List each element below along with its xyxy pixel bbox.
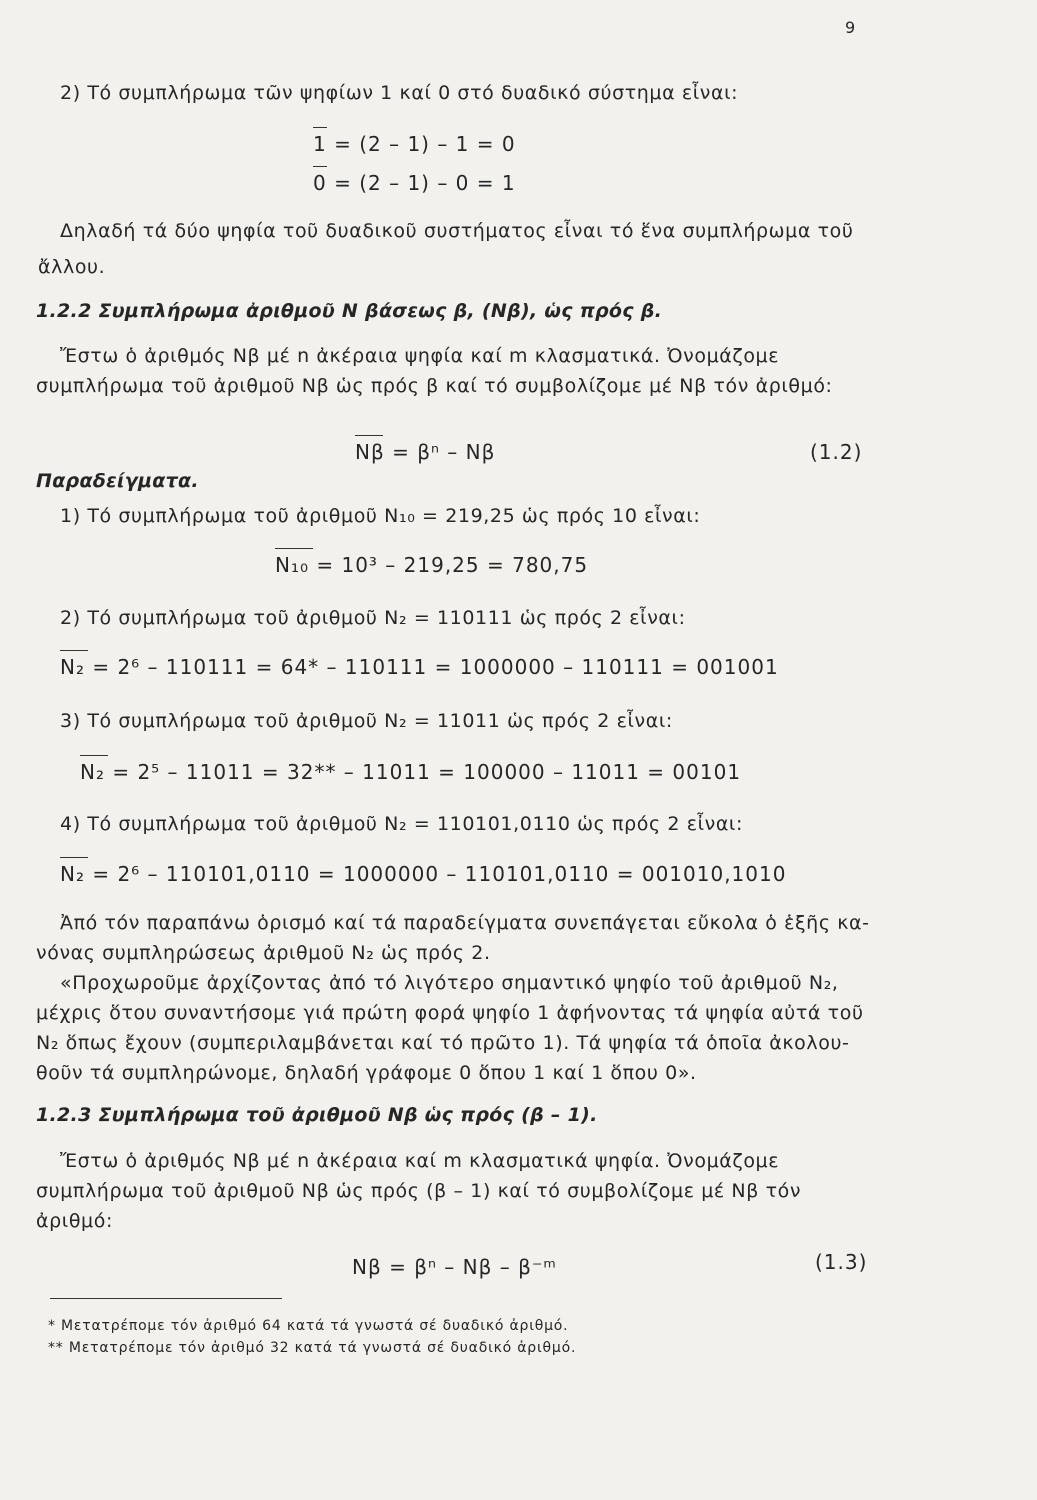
formula-number-1-2: (1.2) (810, 440, 863, 464)
paragraph-line: Ἀπό τόν παραπάνω ὁρισμό καί τά παραδείγματα συνεπάγεται εὔκολα ὁ ἑξῆς κα- (60, 912, 870, 934)
example-2-equation: N₂ = 2⁶ – 110111 = 64* – 110111 = 1000000 – 110111 = 001001 (60, 655, 779, 679)
overline-mark (313, 166, 327, 167)
paragraph-line: ἀριθμό: (36, 1210, 113, 1232)
paragraph-line: ἄλλου. (38, 256, 106, 278)
section-heading-1-2-2: 1.2.2 Συμπλήρωμα ἀριθμοῦ N βάσεως β, (Nβ), ὡς πρός β. (36, 300, 663, 322)
example-4-text: 4) Τό συμπλήρωμα τοῦ ἀριθμοῦ N₂ = 110101,0110 ὡς πρός 2 εἶναι: (60, 813, 743, 835)
paragraph-line: μέχρις ὅτου συναντήσομε γιά πρώτη φορά ψηφίο 1 ἀφήνοντας τά ψηφία αὐτά τοῦ (36, 1002, 864, 1024)
paragraph-line: «Προχωροῦμε ἀρχίζοντας ἀπό τό λιγότερο σημαντικό ψηφίο τοῦ ἀριθμοῦ N₂, (60, 972, 839, 994)
paragraph-line: Ἔστω ὁ ἀριθμός Nβ μέ n ἀκέραια καί m κλασματικά ψηφία. Ὀνομάζομε (60, 1150, 780, 1172)
footnote-1: * Μετατρέπομε τόν ἀριθμό 64 κατά τά γνωστά σέ δυαδικό ἀριθμό. (48, 1318, 569, 1334)
overline-mark (80, 755, 108, 756)
paragraph-line: Δηλαδή τά δύο ψηφία τοῦ δυαδικοῦ συστήματος εἶναι τό ἕνα συμπλήρωμα τοῦ (60, 220, 854, 242)
section-heading-1-2-3: 1.2.3 Συμπλήρωμα τοῦ ἀριθμοῦ Nβ ὡς πρός (β – 1). (36, 1104, 598, 1126)
overline-mark (275, 548, 313, 549)
paragraph-line: θοῦν τά συμπληρώνομε, δηλαδή γράφομε 0 ὅπου 1 καί 1 ὅπου 0». (36, 1062, 697, 1084)
paragraph-line: συμπλήρωμα τοῦ ἀριθμοῦ Nβ ὡς πρός β καί τό συμβολίζομε μέ Nβ τόν ἀριθμό: (36, 375, 833, 397)
example-4-equation: N₂ = 2⁶ – 110101,0110 = 1000000 – 110101,0110 = 001010,1010 (60, 862, 787, 886)
examples-heading: Παραδείγματα. (36, 470, 199, 492)
example-3-equation: N₂ = 2⁵ – 11011 = 32** – 11011 = 100000 – 11011 = 00101 (80, 760, 742, 784)
item-2-text: 2) Τό συμπλήρωμα τῶν ψηφίων 1 καί 0 στό δυαδικό σύστημα εἶναι: (60, 82, 739, 104)
equation-complement-one: 1 = (2 – 1) – 1 = 0 (313, 132, 516, 156)
overline-mark (60, 650, 88, 651)
paragraph-line: συμπλήρωμα τοῦ ἀριθμοῦ Nβ ὡς πρός (β – 1) καί τό συμβολίζομε μέ Nβ τόν (36, 1180, 802, 1202)
paragraph-line: Ἔστω ὁ ἀριθμός Nβ μέ n ἀκέραια ψηφία καί m κλασματικά. Ὀνομάζομε (60, 345, 780, 367)
example-2-text: 2) Τό συμπλήρωμα τοῦ ἀριθμοῦ N₂ = 110111 ὡς πρός 2 εἶναι: (60, 607, 686, 629)
formula-number-1-3: (1.3) (815, 1250, 868, 1274)
example-3-text: 3) Τό συμπλήρωμα τοῦ ἀριθμοῦ N₂ = 11011 ὡς πρός 2 εἶναι: (60, 710, 673, 732)
formula-1-2: Nβ = βⁿ – Nβ (355, 440, 496, 464)
overline-mark (313, 127, 327, 128)
footnote-rule (50, 1298, 282, 1299)
overline-mark (355, 435, 383, 436)
overline-mark (60, 857, 88, 858)
paragraph-line: νόνας συμπληρώσεως ἀριθμοῦ N₂ ὡς πρός 2. (36, 942, 491, 964)
footnote-2: ** Μετατρέπομε τόν ἀριθμό 32 κατά τά γνωστά σέ δυαδικό ἀριθμό. (48, 1340, 577, 1356)
formula-1-3: Nβ = βⁿ – Nβ – β⁻ᵐ (352, 1255, 557, 1279)
page-number: 9 (845, 18, 856, 37)
example-1-text: 1) Τό συμπλήρωμα τοῦ ἀριθμοῦ N₁₀ = 219,25 ὡς πρός 10 εἶναι: (60, 505, 701, 527)
example-1-equation: N₁₀ = 10³ – 219,25 = 780,75 (275, 553, 589, 577)
paragraph-line: N₂ ὅπως ἔχουν (συμπεριλαμβάνεται καί τό πρῶτο 1). Τά ψηφία τά ὁποῖα ἀκολου- (36, 1032, 850, 1054)
equation-complement-zero: 0 = (2 – 1) – 0 = 1 (313, 171, 516, 195)
